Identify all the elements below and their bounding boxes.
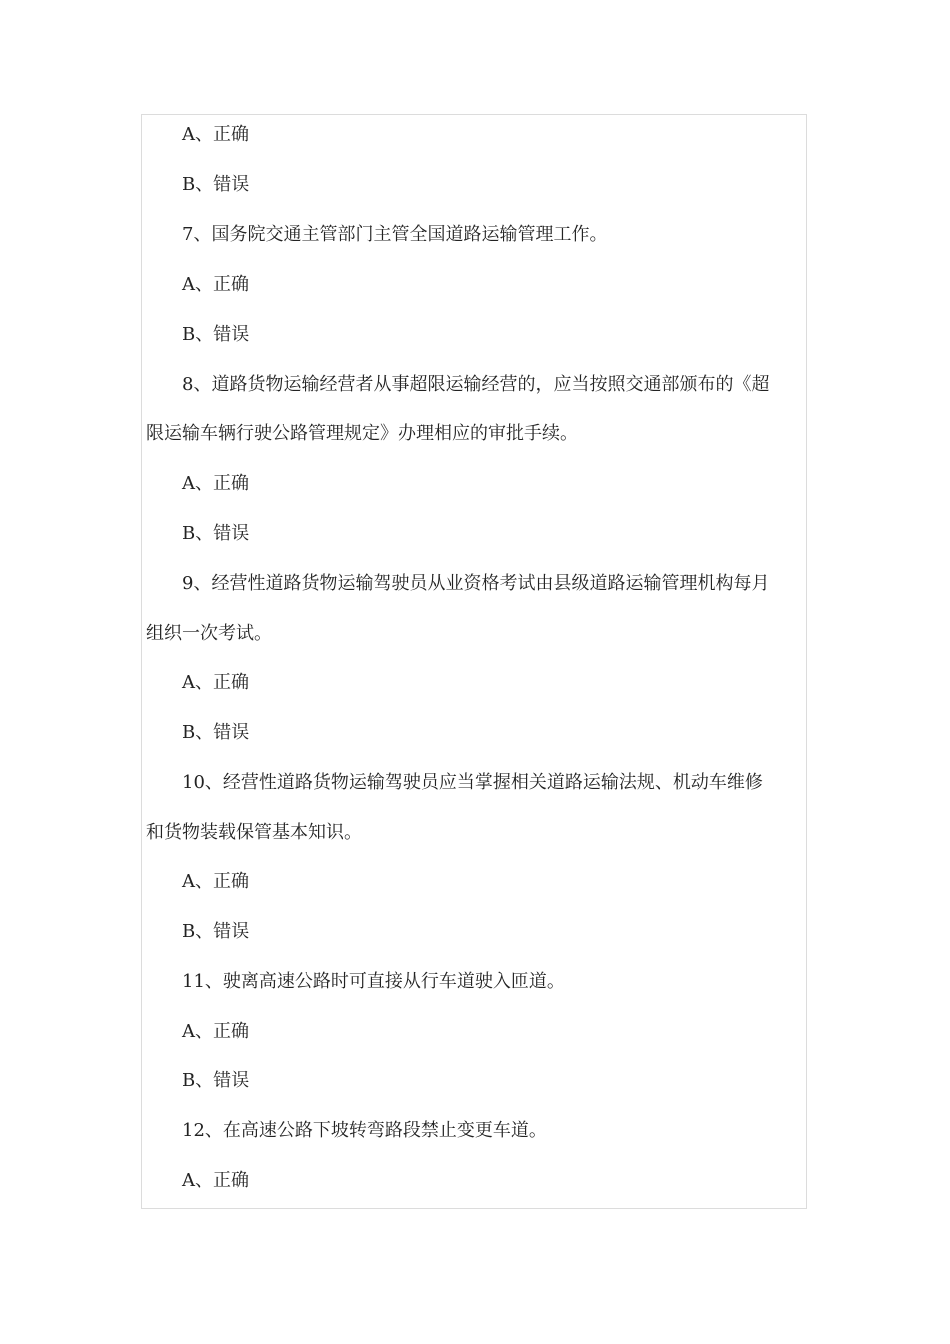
question-8-line-1: 8、道路货物运输经营者从事超限运输经营的，应当按照交通部颁布的《超 (182, 374, 770, 395)
question-9-line-1: 9、经营性道路货物运输驾驶员从业资格考试由县级道路运输管理机构每月 (182, 573, 770, 594)
option-b: B、错误 (182, 174, 250, 195)
option-a: A、正确 (182, 871, 249, 892)
question-11: 11、驶离高速公路时可直接从行车道驶入匝道。 (182, 971, 565, 992)
option-b: B、错误 (182, 1070, 250, 1091)
question-10-line-1: 10、经营性道路货物运输驾驶员应当掌握相关道路运输法规、机动车维修 (182, 772, 763, 793)
option-a: A、正确 (182, 1021, 249, 1042)
question-7: 7、国务院交通主管部门主管全国道路运输管理工作。 (182, 224, 608, 245)
option-a: A、正确 (182, 1170, 249, 1191)
question-8-line-2: 限运输车辆行驶公路管理规定》办理相应的审批手续。 (146, 423, 578, 444)
option-a: A、正确 (182, 124, 249, 145)
option-b: B、错误 (182, 324, 250, 345)
option-b: B、错误 (182, 722, 250, 743)
question-10-line-2: 和货物装载保管基本知识。 (146, 822, 362, 843)
question-12: 12、在高速公路下坡转弯路段禁止变更车道。 (182, 1120, 547, 1141)
option-b: B、错误 (182, 523, 250, 544)
option-a: A、正确 (182, 672, 249, 693)
option-b: B、错误 (182, 921, 250, 942)
option-a: A、正确 (182, 473, 249, 494)
question-9-line-2: 组织一次考试。 (146, 623, 272, 644)
option-a: A、正确 (182, 274, 249, 295)
